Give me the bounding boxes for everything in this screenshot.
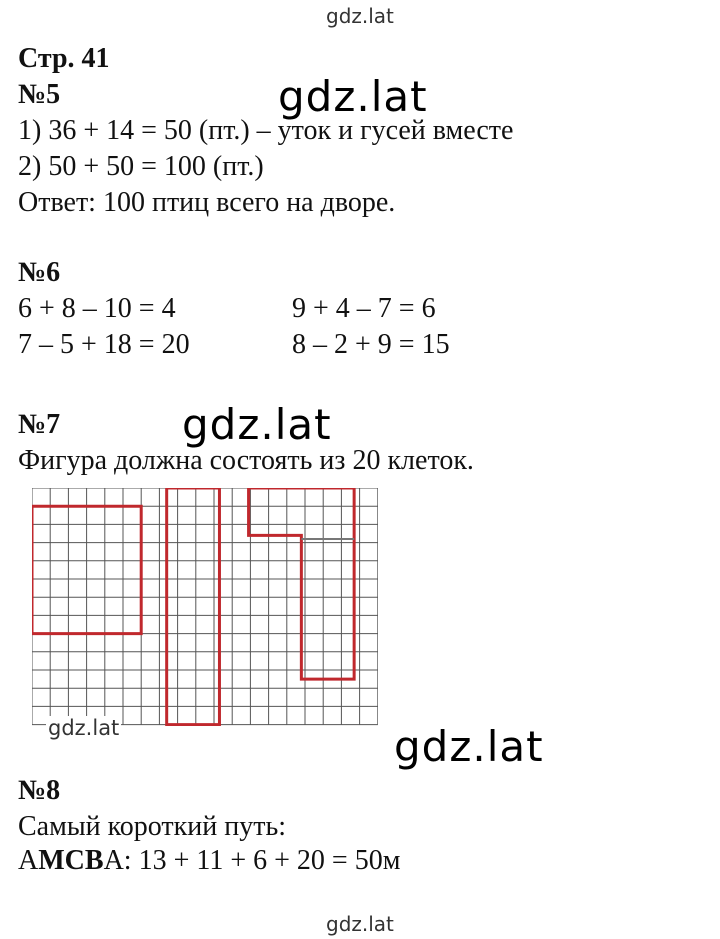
watermark-big-3: gdz.lat <box>394 722 544 771</box>
watermark-bottom: gdz.lat <box>326 912 394 936</box>
figure-l-shape <box>249 488 355 679</box>
task5-answer: Ответ: 100 птиц всего на дворе. <box>18 187 396 218</box>
figure-tall-rectangle <box>167 488 220 725</box>
task8-answer <box>18 844 400 878</box>
watermark-big-1: gdz.lat <box>278 72 428 121</box>
watermark-grid: gdz.lat <box>48 716 120 740</box>
task7-grid <box>32 488 378 726</box>
task6-left-1: 6 + 8 – 10 = 4 <box>18 293 176 324</box>
task7-number: №7 <box>18 409 61 440</box>
watermark-big-2: gdz.lat <box>182 400 332 449</box>
task5-number: №5 <box>18 79 61 110</box>
task8-text: Самый короткий путь: <box>18 811 287 842</box>
page-title: Стр. 41 <box>18 43 110 74</box>
task8-answer-rest: А: 13 + 11 + 6 + 20 = 50м <box>103 845 401 876</box>
task8-number: №8 <box>18 775 61 806</box>
watermark-top: gdz.lat <box>326 4 394 28</box>
task8-answer-bold: МСВ <box>38 845 104 876</box>
task7-text: Фигура должна состоять из 20 клеток. <box>18 445 474 476</box>
task6-left-2: 7 – 5 + 18 = 20 <box>18 329 190 360</box>
task8-answer-a: А <box>18 845 39 876</box>
task6-number: №6 <box>18 257 61 288</box>
task5-line1: 1) 36 + 14 = 50 (пт.) – уток и гусей вместе <box>18 115 514 146</box>
task6-right-2: 8 – 2 + 9 = 15 <box>292 329 450 360</box>
task5-line2: 2) 50 + 50 = 100 (пт.) <box>18 151 264 182</box>
task6-right-1: 9 + 4 – 7 = 6 <box>292 293 436 324</box>
